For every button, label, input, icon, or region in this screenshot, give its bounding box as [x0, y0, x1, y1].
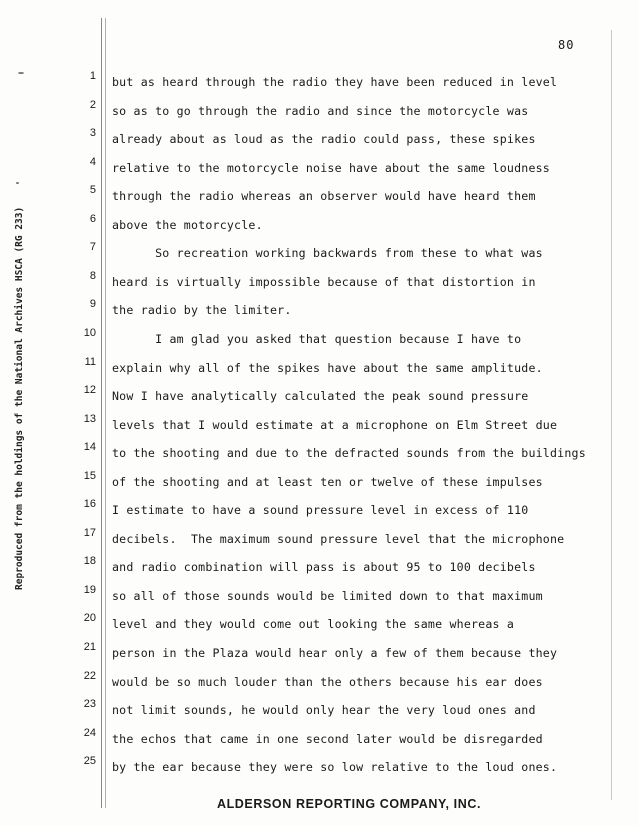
line-number: 18 — [83, 555, 96, 568]
line-number: 7 — [89, 241, 96, 254]
line-number: 20 — [83, 612, 96, 625]
line-number: 23 — [83, 698, 96, 711]
margin-rule-right — [611, 30, 612, 800]
line-number: 4 — [89, 155, 96, 168]
line-number: 1 — [89, 70, 96, 82]
transcript-line: relative to the motorcycle noise have about the same loudness — [112, 160, 550, 175]
margin-rule-inner — [105, 18, 106, 808]
transcript-line: person in the Plaza would hear only a few of them because they — [112, 646, 558, 660]
transcript-line: decibels. The maximum sound pressure level that the microphone — [112, 531, 565, 546]
transcript-line: by the ear because they were so low relative to the loud ones. — [112, 760, 558, 775]
transcript-line: but as heard through the radio they have been reduced in level — [112, 75, 558, 89]
transcript-line: heard is virtually impossible because of that distortion in — [112, 274, 536, 289]
transcript-line: levels that I would estimate at a microphone on Elm Street due — [112, 417, 558, 432]
transcript-line: to the shooting and due to the defracted sounds from the buildings — [112, 446, 586, 461]
line-number: 11 — [84, 355, 96, 368]
line-number: 13 — [83, 412, 96, 425]
transcript-line: through the radio whereas an observer would have heard them — [112, 189, 536, 204]
footer-company-name: ALDERSON REPORTING COMPANY, INC. — [216, 797, 482, 811]
line-number: 8 — [89, 269, 96, 282]
line-number: 25 — [83, 755, 96, 768]
line-number: 21 — [83, 641, 96, 653]
scan-speck — [18, 72, 24, 74]
line-number: 22 — [83, 669, 96, 682]
transcript-line: so as to go through the radio and since the motorcycle was — [112, 103, 529, 118]
transcript-line: I estimate to have a sound pressure level in excess of 110 — [112, 503, 529, 518]
scan-speck — [16, 182, 19, 184]
line-number: 10 — [83, 326, 96, 339]
transcript-line: I am glad you asked that question because I have to — [112, 331, 522, 346]
transcript-line: above the motorcycle. — [112, 217, 263, 232]
transcript-line: not limit sounds, he would only hear the very loud ones and — [112, 703, 536, 718]
transcript-line: So recreation working backwards from these to what was — [112, 246, 543, 261]
line-number: 5 — [89, 184, 96, 197]
line-number: 2 — [89, 98, 96, 111]
transcript-line: the echos that came in one second later would be disregarded — [112, 731, 543, 746]
line-number: 17 — [83, 526, 96, 539]
transcript-line: explain why all of the spikes have about the same amplitude. — [112, 360, 543, 375]
line-number: 6 — [89, 212, 96, 225]
archive-stamp — [6, 100, 66, 660]
transcript-line: Now I have analytically calculated the peak sound pressure — [112, 389, 529, 404]
margin-rule-outer — [101, 18, 102, 808]
line-number: 12 — [83, 384, 96, 397]
transcript-line: so all of those sounds would be limited down to that maximum — [112, 588, 543, 603]
page-number: 80 — [558, 38, 575, 52]
line-number: 3 — [89, 127, 96, 140]
archive-stamp-text: Reproduced from the holdings of the National Archives HSCA (RG 233) — [14, 206, 25, 590]
transcript-line: already about as loud as the radio could pass, these spikes — [112, 132, 536, 147]
line-number: 9 — [89, 298, 96, 311]
transcript-line: and radio combination will pass is about 95 to 100 decibels — [112, 560, 536, 575]
line-number: 16 — [83, 498, 96, 511]
transcript-line: level and they would come out looking the same whereas a — [112, 617, 515, 632]
line-number: 14 — [83, 441, 96, 454]
transcript-line: would be so much louder than the others because his ear does — [112, 674, 543, 689]
transcript-line: of the shooting and at least ten or twelve of these impulses — [112, 474, 543, 489]
line-number: 24 — [83, 726, 96, 739]
transcript-line: the radio by the limiter. — [112, 303, 292, 318]
line-number: 15 — [83, 469, 96, 482]
line-number: 19 — [83, 583, 96, 596]
